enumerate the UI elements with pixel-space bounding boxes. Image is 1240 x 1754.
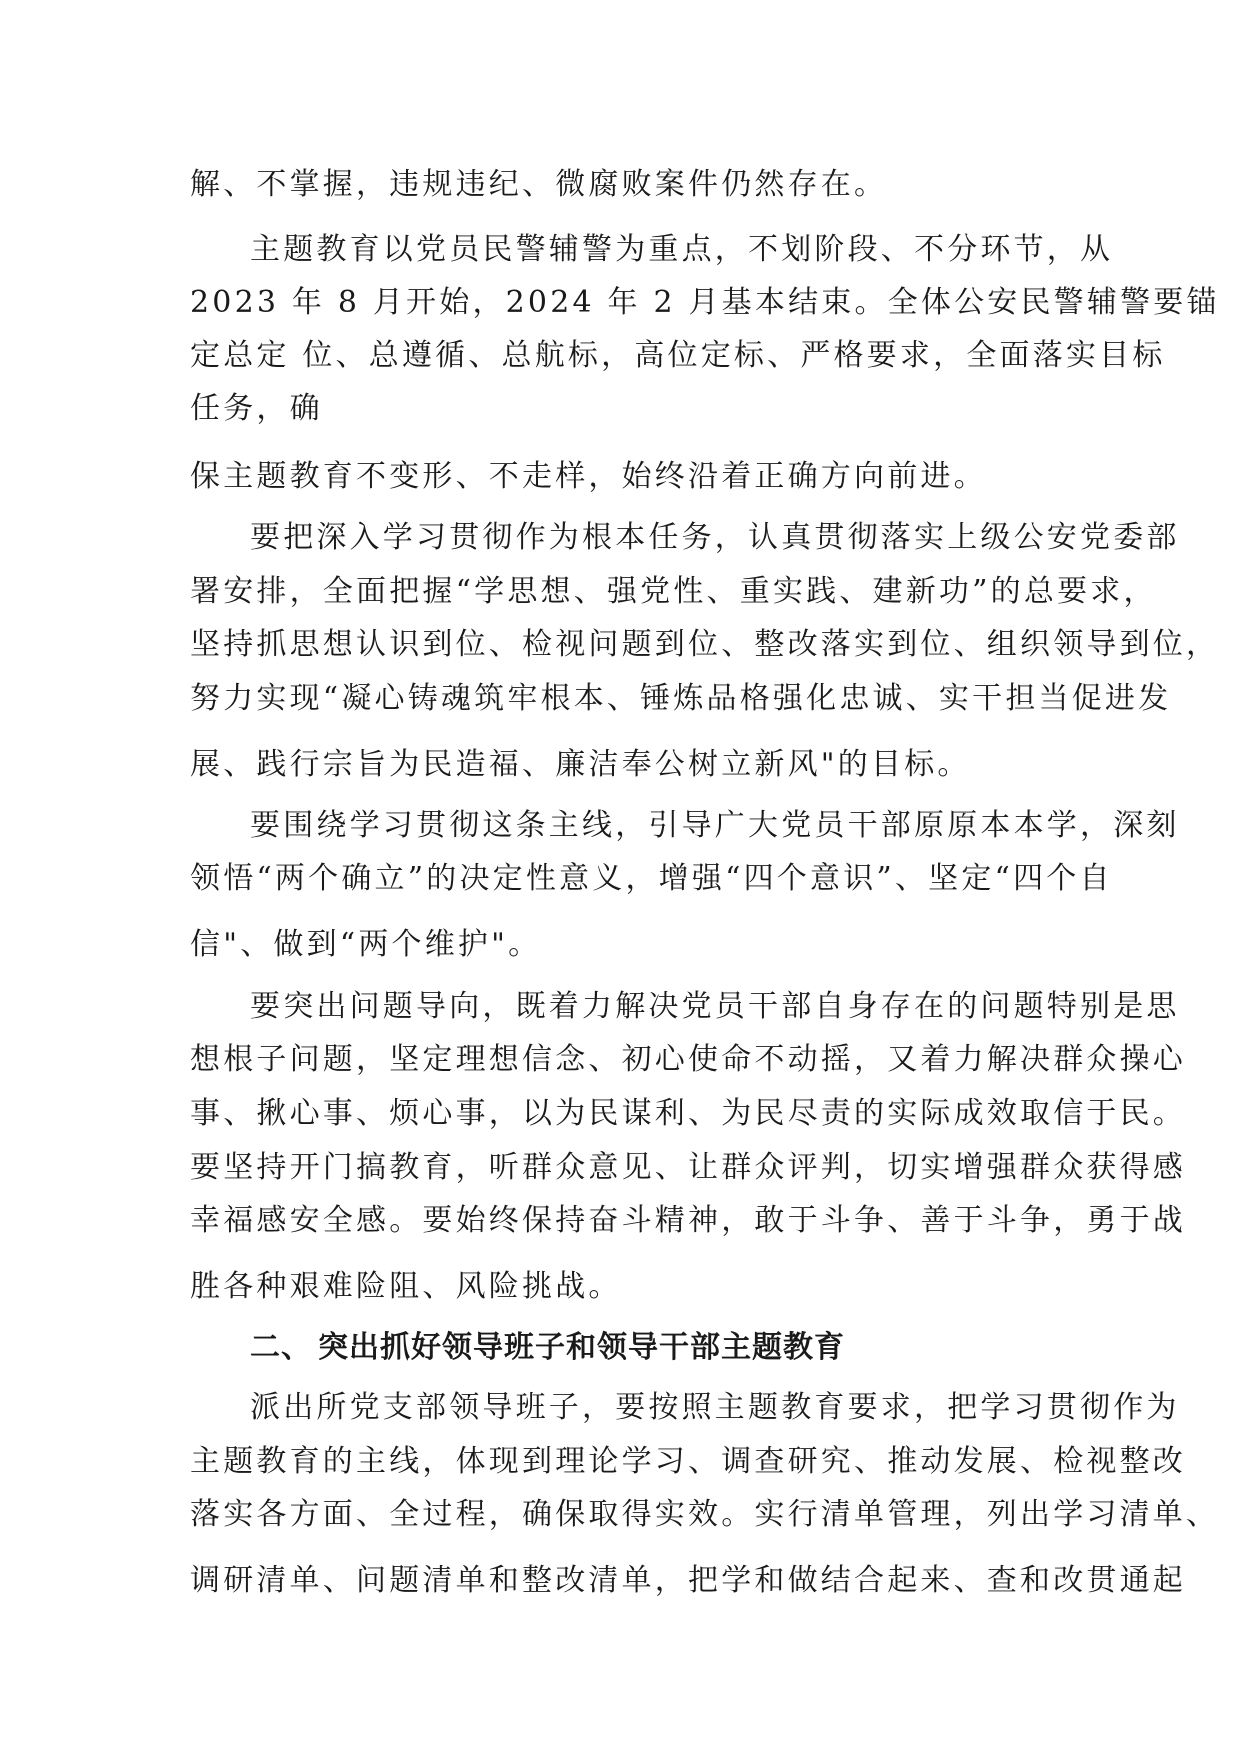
text-line: 任务，确	[190, 391, 323, 426]
text-line: 保主题教育不变形、不走样，始终沿着正确方向前进。	[190, 459, 987, 494]
text-line: 坚持抓思想认识到位、检视问题到位、整改落实到位、组织领导到位，	[190, 627, 1220, 662]
section-heading	[250, 1328, 845, 1368]
text-line: 解、不掌握，违规违纪、微腐败案件仍然存在。	[190, 167, 888, 202]
text-line: 调研清单、问题清单和整改清单，把学和做结合起来、查和改贯通起	[190, 1563, 1186, 1598]
text-line: 领悟“两个确立”的决定性意义，增强“四个意识”、坚定“四个自	[190, 861, 1113, 896]
text-line: 署安排，全面把握“学思想、强党性、重实践、建新功”的总要求，	[190, 574, 1157, 609]
paragraph-first-line: 要突出问题导向，既着力解决党员干部自身存在的问题特别是思	[250, 989, 1180, 1024]
text-line: 努力实现“凝心铸魂筑牢根本、锤炼品格强化忠诚、实干担当促进发	[190, 681, 1172, 716]
section-title: 突出抓好领导班子和领导干部主题教育	[318, 1330, 845, 1365]
text-line: 胜各种艰难险阻、风险挑战。	[190, 1269, 622, 1304]
text-line: 要坚持开门搞教育，听群众意见、让群众评判，切实增强群众获得感	[190, 1150, 1186, 1185]
text-line: 幸福感安全感。要始终保持奋斗精神，敢于斗争、善于斗争，勇于战	[190, 1203, 1186, 1238]
section-number: 二、	[250, 1330, 312, 1365]
paragraph-first-line: 要把深入学习贯彻作为根本任务，认真贯彻落实上级公安党委部	[250, 520, 1180, 555]
text-line: 定总定 位、总遵循、总航标，高位定标、严格要求，全面落实目标	[190, 338, 1166, 373]
text-line: 展、践行宗旨为民造福、廉洁奉公树立新风"的目标。	[190, 747, 971, 782]
paragraph-first-line: 主题教育以党员民警辅警为重点，不划阶段、不分环节，从	[250, 232, 1114, 267]
text-line: 2023 年 8 月开始，2024 年 2 月基本结束。全体公安民警辅警要锚	[190, 285, 1220, 320]
text-line: 信"、做到“两个维护"。	[190, 927, 542, 962]
text-line: 落实各方面、全过程，确保取得实效。实行清单管理，列出学习清单、	[190, 1497, 1220, 1532]
text-line: 想根子问题，坚定理想信念、初心使命不动摇，又着力解决群众操心	[190, 1042, 1186, 1077]
paragraph-first-line: 派出所党支部领导班子，要按照主题教育要求，把学习贯彻作为	[250, 1390, 1180, 1425]
text-line: 事、揪心事、烦心事，以为民谋利、为民尽责的实际成效取信于民。	[190, 1096, 1186, 1131]
paragraph-first-line: 要围绕学习贯彻这条主线，引导广大党员干部原原本本学，深刻	[250, 808, 1180, 843]
text-line: 主题教育的主线，体现到理论学习、调查研究、推动发展、检视整改	[190, 1444, 1186, 1479]
